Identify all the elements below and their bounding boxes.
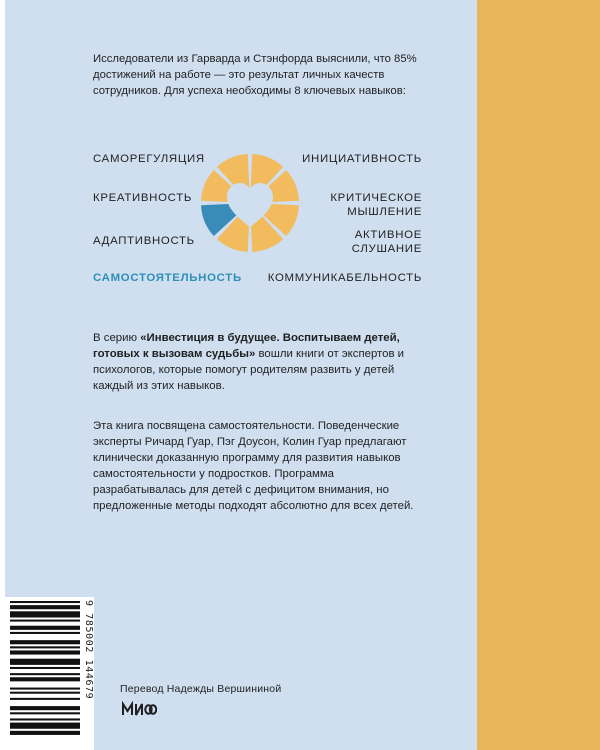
barcode-bar <box>10 620 80 622</box>
skill-critical-thinking-line2: МЫШЛЕНИЕ <box>347 206 422 218</box>
barcode-bar <box>10 692 80 694</box>
barcode-bar <box>10 650 80 654</box>
skill-adaptability: АДАПТИВНОСТЬ <box>93 235 195 247</box>
book-spine <box>477 0 600 750</box>
barcode-icon <box>10 601 80 737</box>
barcode-bar <box>10 731 80 735</box>
skill-active-listening-line1: АКТИВНОЕ <box>354 229 422 241</box>
mif-logo-icon <box>121 699 157 719</box>
barcode-bar <box>10 601 80 603</box>
barcode-bar <box>10 673 80 675</box>
skill-creativity: КРЕАТИВНОСТЬ <box>93 192 193 204</box>
skill-active-listening-line2: СЛУШАНИЕ <box>351 243 422 255</box>
series-paragraph <box>93 330 418 394</box>
barcode-bar <box>10 659 80 665</box>
skill-critical-thinking-line1: КРИТИЧЕСКОЕ <box>330 192 422 204</box>
heart-center <box>227 183 273 227</box>
heart-wheel-icon <box>200 153 300 253</box>
translator-credit: Перевод Надежды Вершининой <box>120 683 282 695</box>
barcode-bar <box>10 723 80 729</box>
barcode-bar <box>10 640 80 644</box>
skill-initiative: ИНИЦИАТИВНОСТЬ <box>302 153 422 165</box>
series-text-after: вошли книги от экспертов и психологов, которые помогут родителям развить у детей каждый из этих навыков. <box>93 348 405 392</box>
skill-critical-thinking <box>330 191 422 219</box>
book-description: Эта книга посвящена самостоятельности. Поведенческие эксперты Ричард Гуар, Пэг Доусон, Колин Гуар предлагают клинически доказанную программу для развития навыков самостоятельности у подростков. Программа разрабатывалась для детей с дефицитом внимания, но предложенные методы подходят абсолютно для всех детей. <box>93 420 414 512</box>
barcode-bar <box>10 698 80 700</box>
barcode-bar <box>10 611 80 617</box>
barcode-bar <box>10 632 80 634</box>
skill-independence: САМОСТОЯТЕЛЬНОСТЬ <box>93 272 242 284</box>
barcode-bar <box>10 706 80 710</box>
isbn-digits: 9 785002 144679 <box>83 600 94 700</box>
barcode-bar <box>10 712 80 714</box>
barcode-bar <box>10 688 80 690</box>
intro-text: Исследователи из Гарварда и Стэнфорда выяснили, что 85% достижений на работе — это результат личных качеств сотрудников. Для успеха необходимы 8 ключевых навыков: <box>93 53 417 97</box>
barcode-bar <box>10 677 80 681</box>
skill-communication: КОММУНИКАБЕЛЬНОСТЬ <box>267 272 422 284</box>
series-text-before: В серию <box>93 332 141 344</box>
barcode-bar <box>10 605 80 609</box>
barcode-bar <box>10 626 80 630</box>
barcode-bar <box>10 718 80 720</box>
skill-self-regulation: САМОРЕГУЛЯЦИЯ <box>93 153 205 165</box>
barcode-bar <box>10 667 80 669</box>
series-name: «Инвестиция в будущее. Воспитываем детей, готовых к вызовам судьбы» <box>93 332 400 360</box>
barcode-bar <box>10 646 80 648</box>
skill-active-listening <box>352 228 422 256</box>
